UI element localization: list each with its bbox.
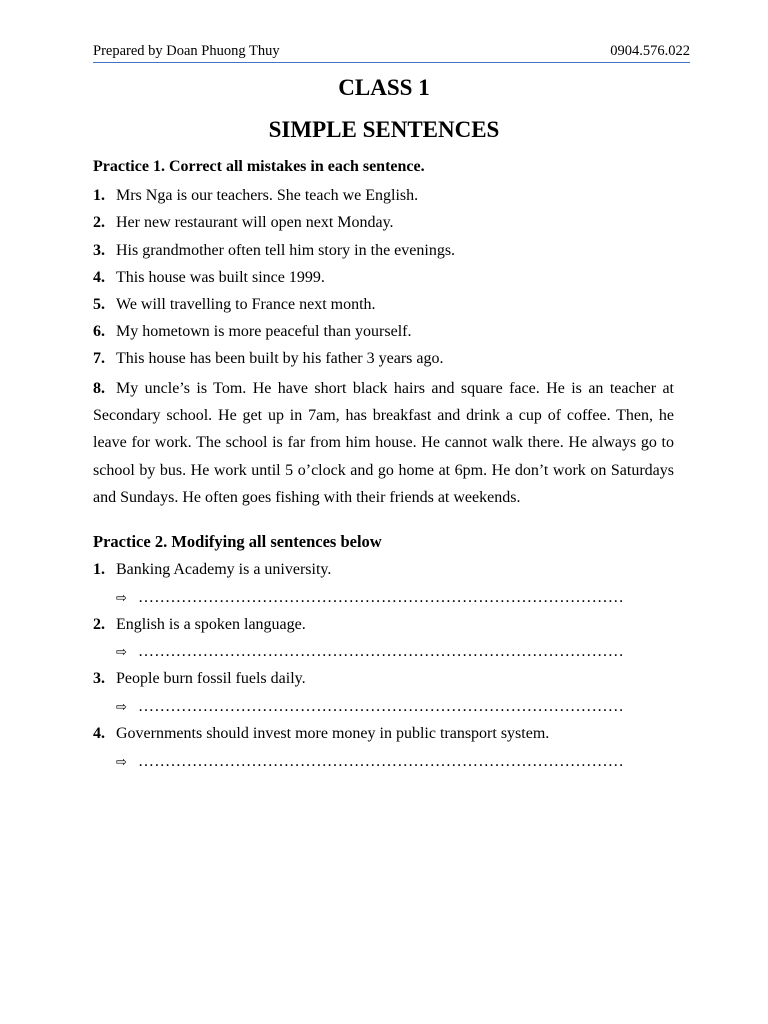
item-number: 6. <box>93 323 105 340</box>
answer-blank: ……………………………………………………………………………… <box>138 753 624 770</box>
item-number: 2. <box>93 214 105 231</box>
item-text: English is a spoken language. <box>116 616 306 633</box>
item-number: 5. <box>93 296 105 313</box>
practice1-heading: Practice 1. Correct all mistakes in each sentence. <box>93 158 425 175</box>
answer-blank: ……………………………………………………………………………… <box>138 698 624 715</box>
answer-line <box>116 643 624 661</box>
practice1-item <box>93 323 411 341</box>
item-text: Governments should invest more money in public transport system. <box>116 725 550 742</box>
item-text: This house was built since 1999. <box>116 269 325 286</box>
document-title: CLASS 1 <box>338 75 430 100</box>
header-author: Prepared by Doan Phuong Thuy <box>93 43 280 59</box>
practice1-item <box>93 214 394 232</box>
arrow-icon: ⇨ <box>116 645 127 660</box>
practice2-item <box>93 725 549 743</box>
item-number: 2. <box>93 616 105 633</box>
header-phone: 0904.576.022 <box>610 43 690 59</box>
item-number: 1. <box>93 187 105 204</box>
practice1-paragraph-item <box>93 375 674 511</box>
arrow-icon: ⇨ <box>116 755 127 770</box>
item-text: We will travelling to France next month. <box>116 296 376 313</box>
answer-line <box>116 589 624 607</box>
item-text: This house has been built by his father 3 years ago. <box>116 350 444 367</box>
arrow-icon: ⇨ <box>116 591 127 606</box>
item-text: People burn fossil fuels daily. <box>116 670 306 687</box>
practice1-item <box>93 269 325 287</box>
practice2-heading: Practice 2. Modifying all sentences below <box>93 532 382 551</box>
item-text: My hometown is more peaceful than yourself. <box>116 323 412 340</box>
header-divider <box>93 62 690 63</box>
answer-blank: ……………………………………………………………………………… <box>138 643 624 660</box>
item-number: 1. <box>93 561 105 578</box>
practice2-item <box>93 670 306 688</box>
document-subtitle: SIMPLE SENTENCES <box>268 117 500 142</box>
item-text: My uncle’s is Tom. He have short black hairs and square face. He is an teacher at Secondary school. He get up in 7am, has breakfast and drink a cup of coffee. Then, he leave for work. The school is far from him house. He cannot walk there. He always go to school by bus. He work until 5 o’clock and go home at 6pm. He don’t work on Saturdays and Sundays. He often goes fishing with their friends at weekends. <box>93 380 674 506</box>
item-number: 8. <box>93 380 105 397</box>
answer-line <box>116 698 624 716</box>
item-text: Mrs Nga is our teachers. She teach we English. <box>116 187 419 204</box>
item-text: Her new restaurant will open next Monday. <box>116 214 394 231</box>
item-number: 7. <box>93 350 105 367</box>
item-number: 4. <box>93 725 105 742</box>
item-number: 3. <box>93 670 105 687</box>
practice1-item <box>93 350 443 368</box>
item-text: Banking Academy is a university. <box>116 561 332 578</box>
practice1-item <box>93 296 376 314</box>
answer-blank: ……………………………………………………………………………… <box>138 589 624 606</box>
arrow-icon: ⇨ <box>116 700 127 715</box>
practice2-item <box>93 561 331 579</box>
item-number: 3. <box>93 242 105 259</box>
item-number: 4. <box>93 269 105 286</box>
item-text: His grandmother often tell him story in the evenings. <box>116 242 456 259</box>
answer-line <box>116 753 624 771</box>
page-header <box>93 43 690 61</box>
practice1-item <box>93 187 418 205</box>
practice2-item <box>93 616 306 634</box>
practice1-item <box>93 242 455 260</box>
